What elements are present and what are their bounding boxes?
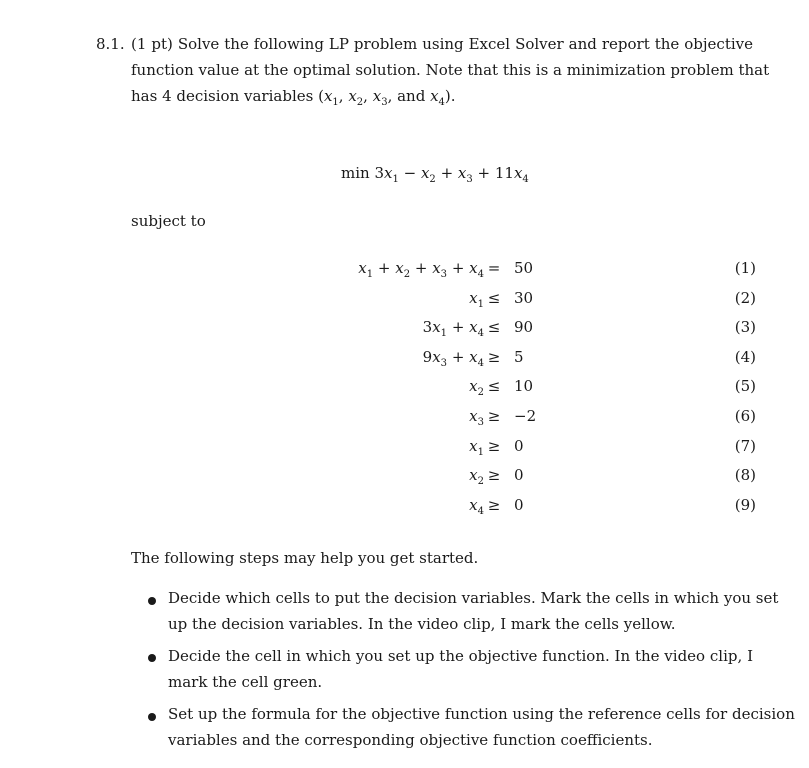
bullet-3-line-1: Set up the formula for the objective function using the reference cells for decision bbox=[168, 705, 795, 723]
constraint-lhs: $x_3$ bbox=[469, 407, 484, 428]
constraint-relation: ≥ bbox=[487, 348, 501, 366]
constraint-lhs: $3x_1 + x_4$ bbox=[422, 318, 484, 339]
bullet-dot bbox=[148, 713, 156, 721]
constraint-rhs: −2 bbox=[514, 407, 537, 425]
constraint-lhs: $9x_3 + x_4$ bbox=[422, 348, 484, 369]
objective-min: min 3 bbox=[341, 164, 384, 182]
constraint-rhs: 5 bbox=[514, 348, 524, 366]
constraint-lhs: $x_1$ bbox=[469, 437, 484, 458]
bullet-3-line-2: variables and the corresponding objective function coefficients. bbox=[168, 731, 653, 749]
obj-var: x bbox=[457, 164, 467, 182]
constraint-lhs: $x_2$ bbox=[469, 377, 484, 398]
constraint-rhs: 30 bbox=[514, 289, 534, 307]
problem-text-line-2: function value at the optimal solution. Note that this is a minimization problem that bbox=[131, 61, 770, 79]
constraint-rhs: 10 bbox=[514, 377, 534, 395]
line3-and: , and bbox=[387, 87, 431, 105]
obj-op: + bbox=[435, 164, 458, 182]
equation-number: (7) bbox=[734, 437, 756, 455]
obj-sub: 4 bbox=[522, 174, 529, 185]
constraint-relation: ≥ bbox=[487, 466, 501, 484]
obj-sub: 3 bbox=[466, 174, 473, 185]
line3-prefix: has 4 decision variables ( bbox=[131, 87, 324, 105]
constraint-relation: = bbox=[487, 259, 501, 277]
bullet-dot bbox=[148, 597, 156, 605]
constraint-relation: ≥ bbox=[487, 437, 501, 455]
equation-number: (6) bbox=[734, 407, 756, 425]
line3-suffix: ). bbox=[444, 87, 456, 105]
constraint-relation: ≤ bbox=[487, 318, 501, 336]
constraint-rhs: 50 bbox=[514, 259, 534, 277]
constraint-lhs: $x_1$ bbox=[469, 289, 484, 310]
obj-op: − bbox=[398, 164, 421, 182]
constraint-relation: ≥ bbox=[487, 407, 501, 425]
bullet-2-line-1: Decide the cell in which you set up the objective function. In the video clip, I bbox=[168, 647, 753, 665]
problem-text-line-3: has 4 decision variables ($x_1$, $x_2$, $x_3$, and $x_4$). bbox=[131, 87, 456, 108]
obj-sub: 2 bbox=[429, 174, 436, 185]
equation-number: (8) bbox=[734, 466, 756, 484]
line3-sep: , bbox=[338, 87, 349, 105]
constraint-rhs: 0 bbox=[514, 466, 524, 484]
constraint-relation: ≤ bbox=[487, 377, 501, 395]
obj-var: x bbox=[420, 164, 430, 182]
objective-function bbox=[341, 164, 529, 185]
constraint-lhs: $x_1 + x_2 + x_3 + x_4$ bbox=[358, 259, 484, 280]
bullet-dot bbox=[148, 654, 156, 662]
constraint-lhs: $x_4$ bbox=[469, 496, 484, 517]
var-x4: x bbox=[430, 87, 439, 105]
constraint-lhs: $x_2$ bbox=[469, 466, 484, 487]
bullet-2-line-2: mark the cell green. bbox=[168, 673, 323, 691]
obj-sub: 1 bbox=[392, 174, 399, 185]
subject-to-label: subject to bbox=[131, 212, 206, 230]
problem-text-line-1: (1 pt) Solve the following LP problem using Excel Solver and report the objective bbox=[131, 35, 753, 53]
steps-intro: The following steps may help you get started. bbox=[131, 549, 479, 567]
obj-op: + 11 bbox=[472, 164, 514, 182]
problem-number: 8.1. bbox=[96, 35, 125, 53]
var-x3: x bbox=[372, 87, 382, 105]
constraint-relation: ≥ bbox=[487, 496, 501, 514]
equation-number: (1) bbox=[734, 259, 756, 277]
equation-number: (2) bbox=[734, 289, 756, 307]
var-x1: x bbox=[323, 87, 333, 105]
equation-number: (4) bbox=[734, 348, 756, 366]
equation-number: (3) bbox=[734, 318, 756, 336]
equation-number: (5) bbox=[734, 377, 756, 395]
obj-var: x bbox=[384, 164, 393, 182]
line3-sep: , bbox=[363, 87, 373, 105]
bullet-1-line-2: up the decision variables. In the video clip, I mark the cells yellow. bbox=[168, 615, 676, 633]
constraint-rhs: 0 bbox=[514, 437, 524, 455]
bullet-1-line-1: Decide which cells to put the decision variables. Mark the cells in which you set bbox=[168, 589, 779, 607]
var-x2: x bbox=[348, 87, 357, 105]
constraint-rhs: 0 bbox=[514, 496, 524, 514]
obj-var: x bbox=[513, 164, 523, 182]
constraint-rhs: 90 bbox=[514, 318, 534, 336]
equation-number: (9) bbox=[734, 496, 756, 514]
constraint-relation: ≤ bbox=[487, 289, 501, 307]
